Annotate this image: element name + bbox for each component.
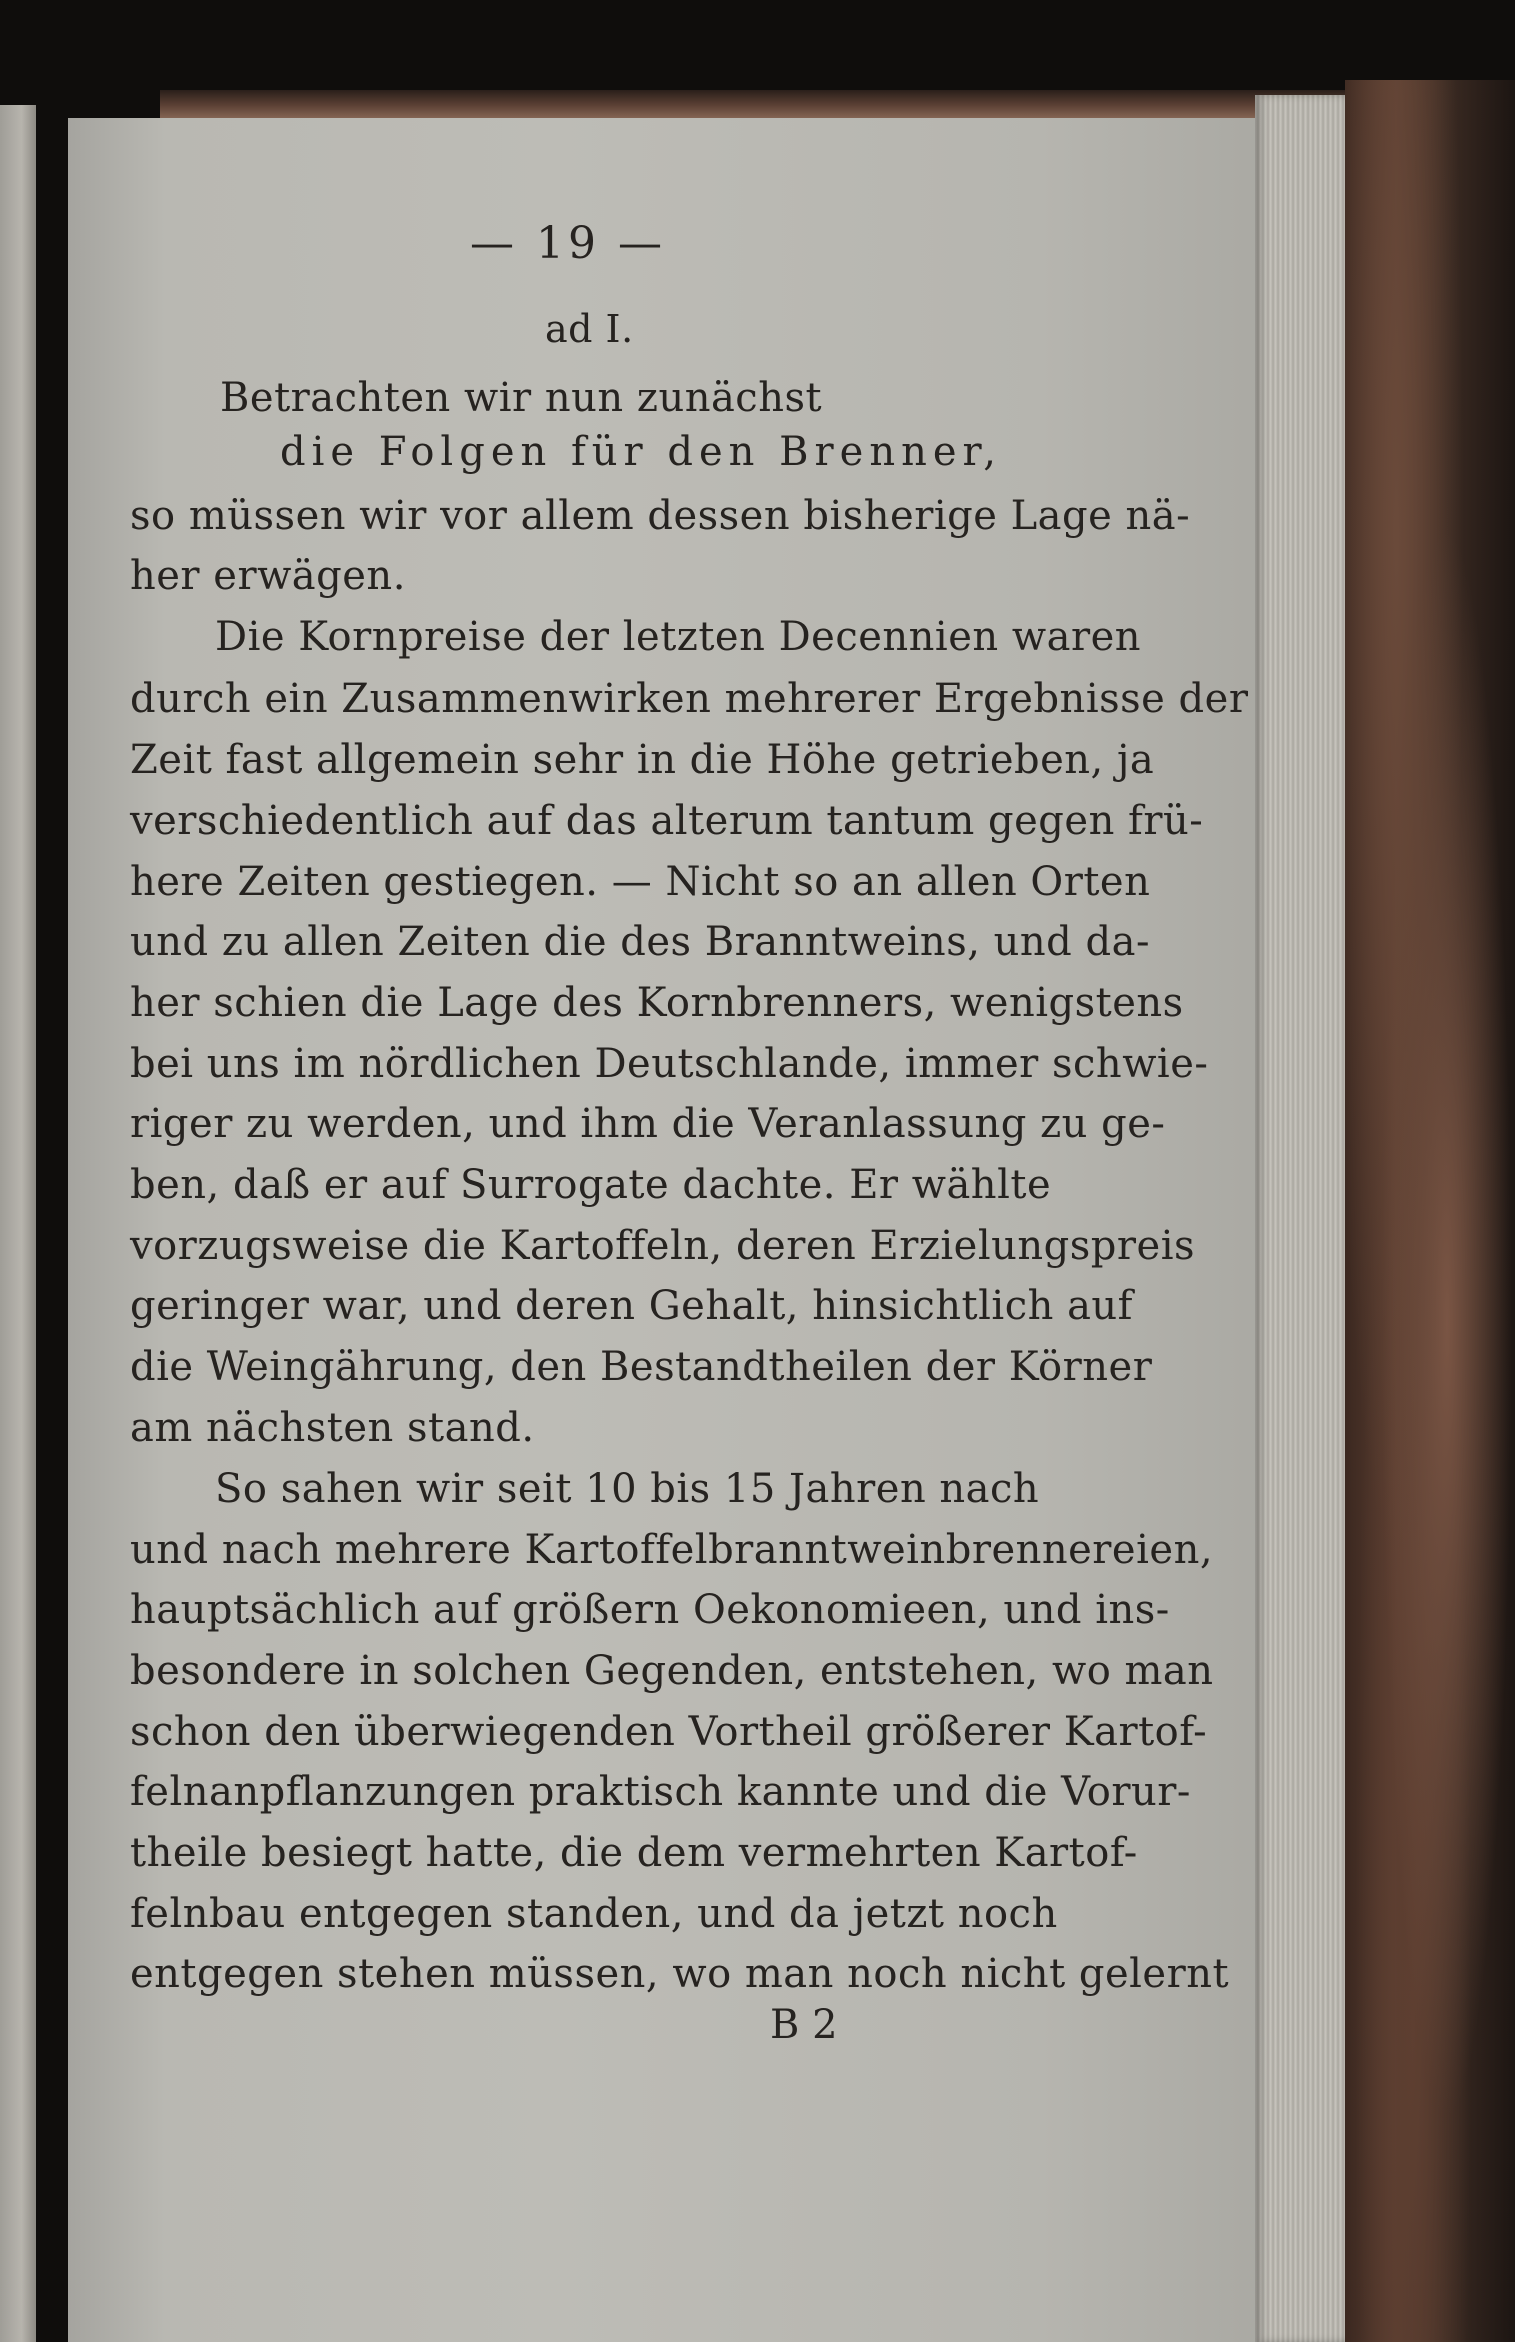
text-line: besondere in solchen Gegenden, entstehen, wo man xyxy=(130,1648,1214,1694)
text-line: her erwägen. xyxy=(130,553,406,599)
text-line: hauptsächlich auf größern Oekonomieen, und ins- xyxy=(130,1587,1170,1633)
text-line: here Zeiten gestiegen. — Nicht so an allen Orten xyxy=(130,859,1151,905)
text-line: ben, daß er auf Surrogate dachte. Er wählte xyxy=(130,1162,1052,1208)
text-line: riger zu werden, und ihm die Veranlassung zu ge- xyxy=(130,1101,1166,1147)
text-line: und zu allen Zeiten die des Branntweins, und da- xyxy=(130,919,1150,965)
text-line: So sahen wir seit 10 bis 15 Jahren nach xyxy=(215,1466,1040,1512)
text-line: felnbau entgegen standen, und da jetzt noch xyxy=(130,1891,1058,1937)
text-line: Die Kornpreise der letzten Decennien waren xyxy=(215,614,1141,660)
text-line: theile besiegt hatte, die dem vermehrten Kartof- xyxy=(130,1830,1138,1876)
text-line: Betrachten wir nun zunächst xyxy=(220,375,823,421)
text-line: und nach mehrere Kartoffelbranntweinbrennereien, xyxy=(130,1527,1214,1573)
text-line: her schien die Lage des Kornbrenners, wenigstens xyxy=(130,980,1184,1026)
text-line: am nächsten stand. xyxy=(130,1405,535,1451)
text-line: so müssen wir vor allem dessen bisherige Lage nä- xyxy=(130,493,1191,539)
text-line: vorzugsweise die Kartoffeln, deren Erzielungspreis xyxy=(130,1223,1196,1269)
signature-mark: B 2 xyxy=(770,2002,838,2048)
text-line: felnanpflanzungen praktisch kannte und die Vorur- xyxy=(130,1769,1191,1815)
text-line: durch ein Zusammenwirken mehrerer Ergebnisse der xyxy=(130,676,1249,722)
section-heading: ad I. xyxy=(545,307,634,351)
text-line: verschiedentlich auf das alterum tantum gegen frü- xyxy=(130,798,1204,844)
text-line: Zeit fast allgemein sehr in die Höhe getrieben, ja xyxy=(130,737,1155,783)
text-line: bei uns im nördlichen Deutschlande, immer schwie- xyxy=(130,1041,1209,1087)
text-line: die Folgen für den Brenner, xyxy=(280,429,1002,475)
text-line: die Weingährung, den Bestandtheilen der Körner xyxy=(130,1344,1153,1390)
text-line: geringer war, und deren Gehalt, hinsichtlich auf xyxy=(130,1283,1133,1329)
text-line: schon den überwiegenden Vortheil größerer Kartof- xyxy=(130,1709,1208,1755)
text-line: entgegen stehen müssen, wo man noch nicht gelernt xyxy=(130,1951,1230,1997)
page-number-header: — 19 — xyxy=(470,218,666,269)
